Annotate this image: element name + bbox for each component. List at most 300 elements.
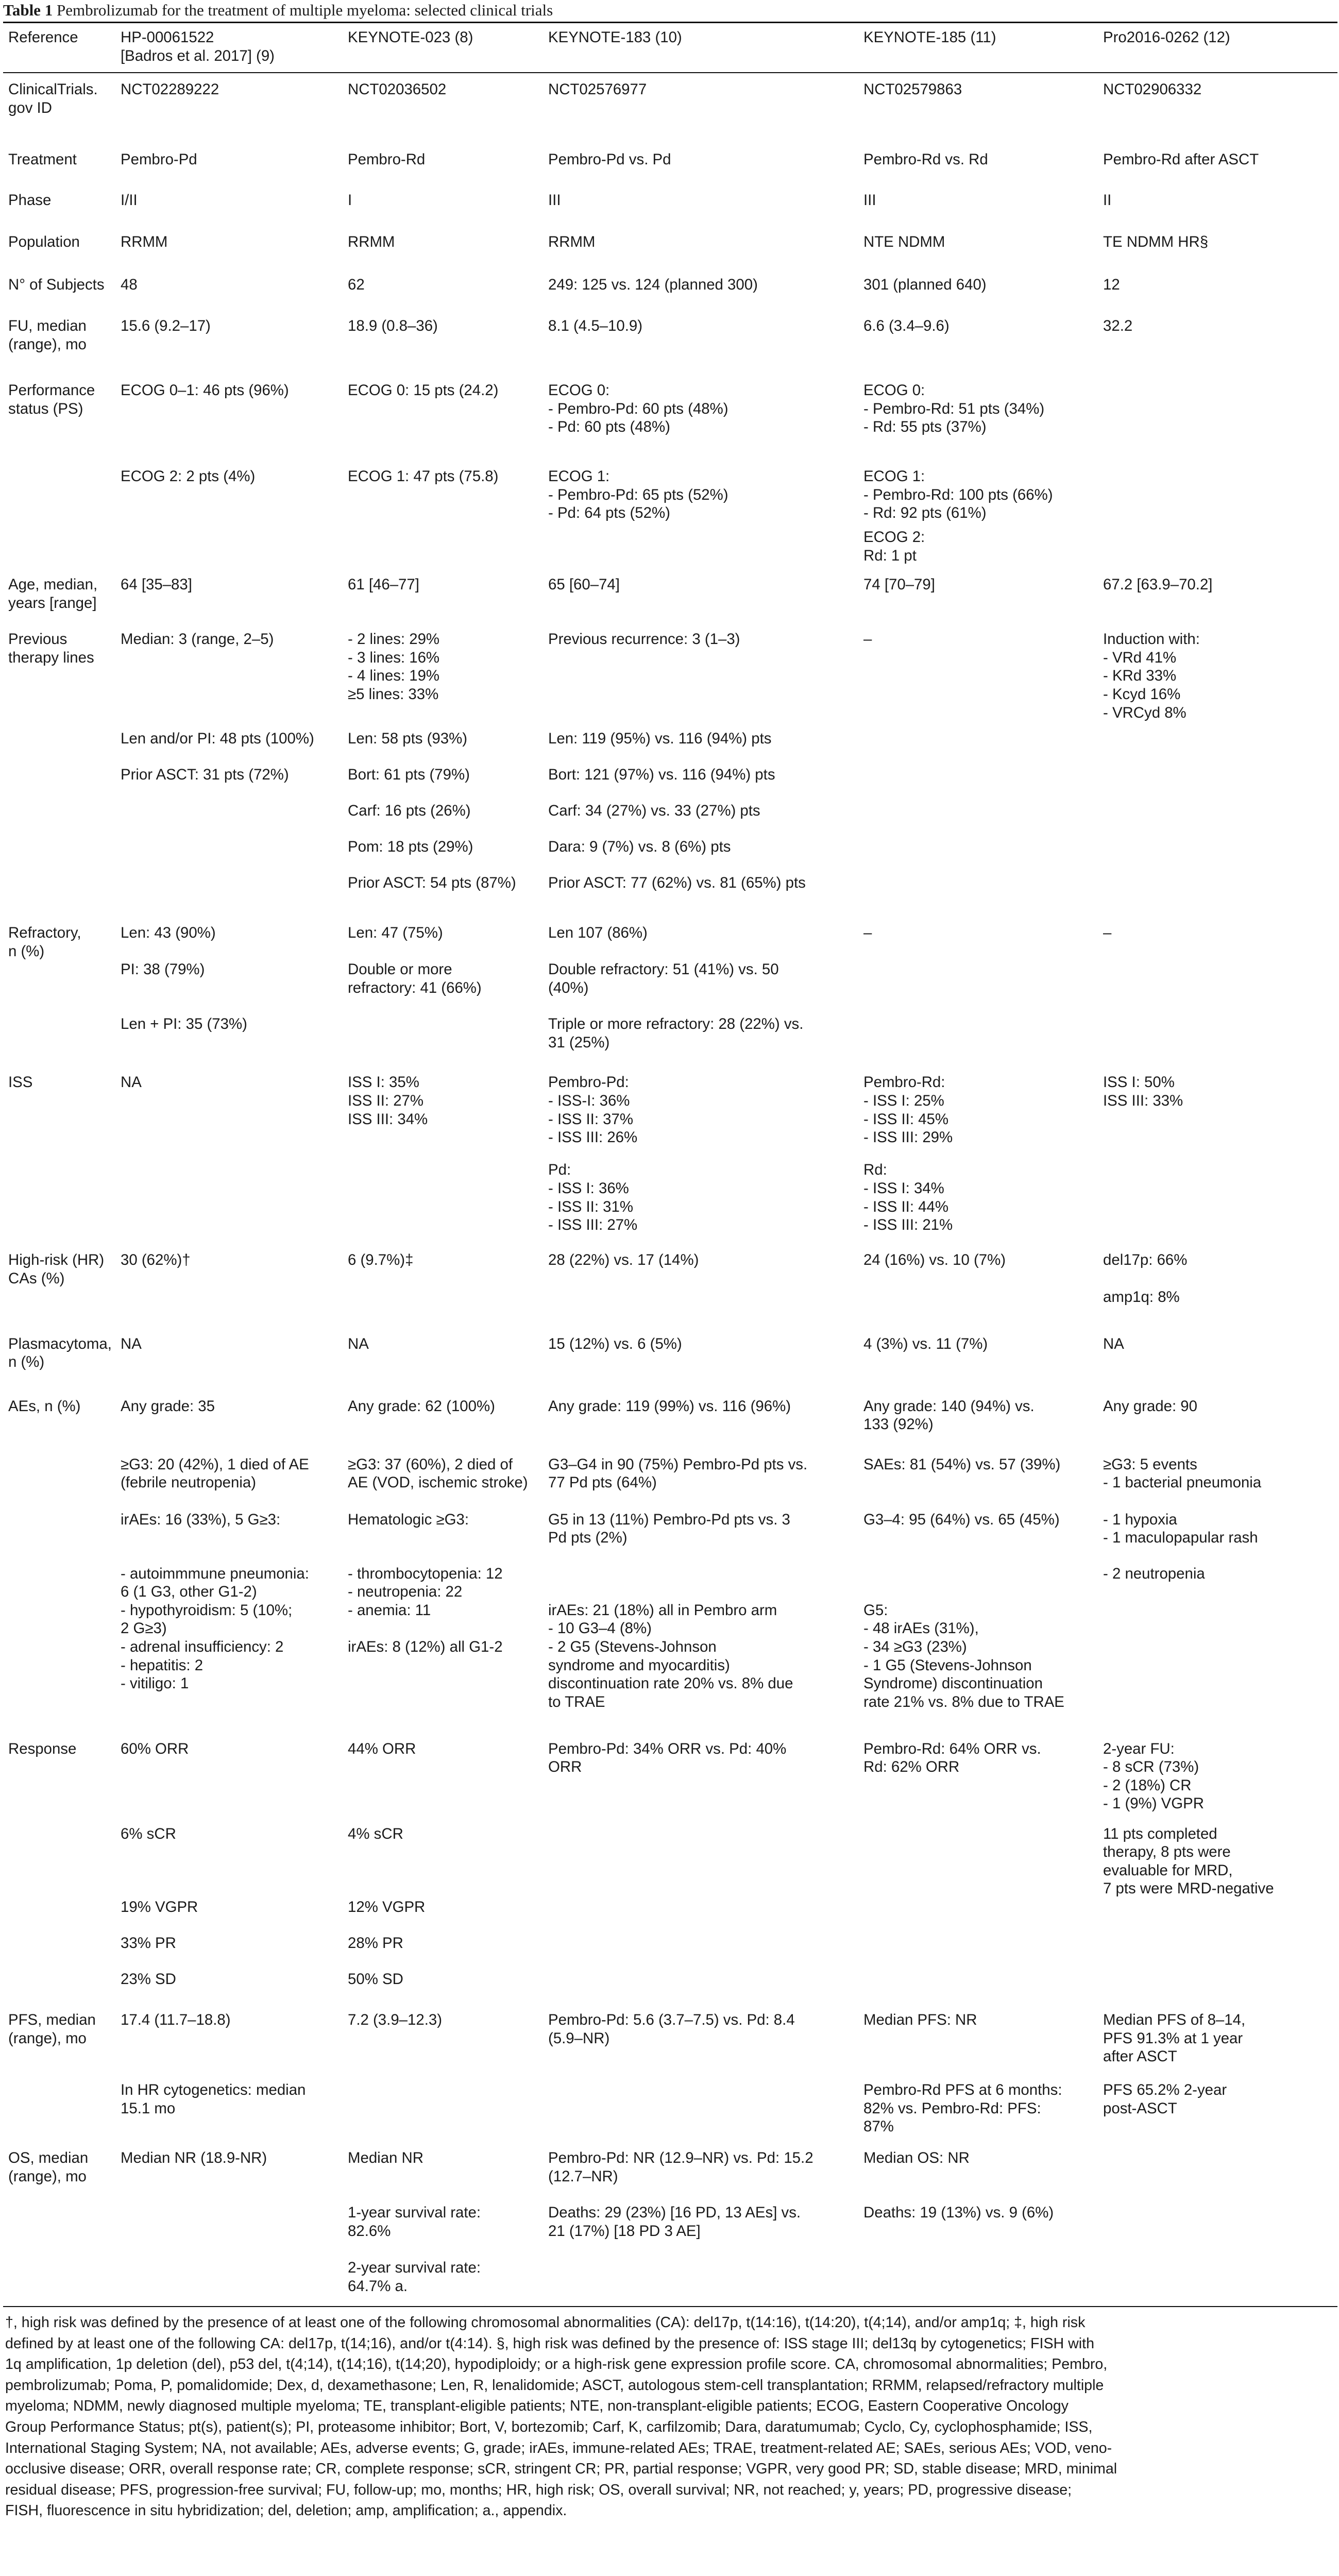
cell-line — [8, 1825, 110, 1843]
header-cell-keynote-185 — [858, 23, 1098, 73]
data-cell-hp-00061522 — [115, 381, 343, 467]
cell-line — [548, 1288, 853, 1307]
data-cell-keynote-183 — [543, 874, 858, 924]
data-cell-pro2016-0262 — [1098, 1161, 1337, 1251]
cell-line — [8, 802, 110, 820]
cell-line: (5.9–NR) — [548, 2029, 610, 2047]
data-cell-hp-00061522 — [115, 1934, 343, 1970]
data-cell-keynote-185 — [858, 630, 1098, 730]
data-cell-keynote-185 — [858, 960, 1098, 1015]
row-label-cell — [3, 1251, 115, 1287]
cell-line: 44% ORR — [348, 1740, 416, 1757]
cell-line: 4 (3%) vs. 11 (7%) — [863, 1335, 988, 1352]
data-cell-pro2016-0262 — [1098, 730, 1337, 766]
data-cell-keynote-185 — [858, 1740, 1098, 1825]
cell-line: 6 (9.7%)‡ — [348, 1251, 414, 1269]
cell-line — [863, 1934, 1093, 1953]
cell-line: 7 pts were MRD-negative — [1103, 1880, 1274, 1897]
cell-line: NCT02906332 — [1103, 81, 1202, 98]
cell-line: Pom: 18 pts (29%) — [348, 838, 473, 856]
data-cell-keynote-185 — [858, 1970, 1098, 2011]
cell-line: HP-00061522 — [121, 29, 214, 46]
cell-line: Rd: 62% ORR — [863, 1758, 960, 1776]
cell-line: Len: 43 (90%) — [121, 924, 216, 942]
cell-line — [8, 1565, 110, 1583]
cell-line: n (%) — [8, 942, 45, 960]
cell-line: refractory: 41 (66%) — [348, 979, 482, 996]
data-cell-hp-00061522 — [115, 528, 343, 575]
cell-line — [863, 1015, 1093, 1033]
cell-line: Median NR — [348, 2149, 424, 2166]
row-label-cell — [3, 381, 115, 467]
cell-line — [121, 874, 337, 892]
cell-line — [1103, 1970, 1332, 1989]
row-label-cell — [3, 960, 115, 1015]
cell-line — [863, 960, 1093, 979]
cell-line: irAEs: 8 (12%) all G1-2 — [348, 1638, 503, 1655]
cell-line: OS, median — [8, 2149, 89, 2166]
cell-line: - 2 lines: 29% — [348, 631, 440, 648]
cell-line: PFS, median — [8, 2011, 96, 2028]
data-cell-keynote-183 — [543, 1455, 858, 1511]
table-row — [3, 233, 1337, 276]
cell-line: - ISS II: 37% — [548, 1110, 633, 1128]
cell-line: Phase — [8, 192, 52, 209]
data-cell-keynote-183 — [543, 1740, 858, 1825]
row-label-cell — [3, 1335, 115, 1397]
data-cell-keynote-183 — [543, 2081, 858, 2149]
data-cell-keynote-183 — [543, 1288, 858, 1335]
row-label-cell — [3, 191, 115, 233]
cell-line: G5 in 13 (11%) Pembro-Pd pts vs. 3 — [548, 1511, 790, 1528]
data-cell-keynote-183 — [543, 2259, 858, 2306]
data-cell-pro2016-0262 — [1098, 1073, 1337, 1161]
data-cell-keynote-185 — [858, 467, 1098, 528]
cell-line: ISS II: 27% — [348, 1092, 424, 1109]
cell-line: 60% ORR — [121, 1740, 189, 1757]
cell-line: High-risk (HR) — [8, 1251, 105, 1269]
cell-line: Pembro-Pd: NR (12.9–NR) vs. Pd: 15.2 — [548, 2149, 813, 2166]
cell-line: Deaths: 19 (13%) vs. 9 (6%) — [863, 2204, 1054, 2221]
cell-line — [121, 2204, 337, 2222]
document-page — [3, 0, 1337, 2521]
data-cell-keynote-183 — [543, 1934, 858, 1970]
cell-line: Pembro-Pd: 34% ORR vs. Pd: 40% — [548, 1740, 787, 1757]
table-row — [3, 1073, 1337, 1161]
data-cell-hp-00061522 — [115, 1970, 343, 2011]
row-label-cell — [3, 1565, 115, 1740]
row-label-cell — [3, 1288, 115, 1335]
footnote-line: occlusive disease; ORR, overall response rate; CR, complete response; sCR, stringent CR; PR, partial response; VGPR, very good PR; SD, stable disease; MRD, minimal — [5, 2461, 1117, 2478]
table-row — [3, 191, 1337, 233]
data-cell-keynote-185 — [858, 802, 1098, 838]
header-cell-pro2016-0262 — [1098, 23, 1337, 73]
cell-line: Len 107 (86%) — [548, 924, 648, 942]
cell-line — [121, 1161, 337, 1179]
cell-line — [121, 528, 337, 547]
cell-line: 48 — [121, 276, 138, 294]
cell-line: ECOG 2: — [863, 529, 925, 546]
cell-line: years [range] — [8, 594, 97, 612]
row-label-cell — [3, 317, 115, 381]
row-label-cell — [3, 802, 115, 838]
header-cell-keynote-183 — [543, 23, 858, 73]
cell-line — [1103, 1898, 1332, 1917]
cell-line: - Pembro-Rd: 51 pts (34%) — [863, 400, 1045, 417]
cell-line: evaluable for MRD, — [1103, 1861, 1233, 1879]
cell-line: ECOG 2: 2 pts (4%) — [121, 468, 256, 485]
data-cell-pro2016-0262 — [1098, 2259, 1337, 2306]
data-cell-keynote-183 — [543, 2204, 858, 2259]
cell-line: Prior ASCT: 77 (62%) vs. 81 (65%) pts — [548, 874, 806, 892]
data-cell-keynote-183 — [543, 1015, 858, 1073]
cell-line: - 48 irAEs (31%), — [863, 1620, 979, 1637]
cell-line: discontinuation rate 20% vs. 8% due — [548, 1675, 793, 1692]
data-cell-pro2016-0262 — [1098, 1970, 1337, 2011]
table-row — [3, 2259, 1337, 2306]
footnote-line: pembrolizumab; Poma, P, pomalidomide; Dex, d, dexamethasone; Len, R, lenalidomide; ASCT, autologous stem-cell transplantation; RRMM, relapsed/refractory multiple — [5, 2377, 1104, 2394]
data-cell-hp-00061522 — [115, 1335, 343, 1397]
cell-line: 18.9 (0.8–36) — [348, 317, 438, 335]
cell-line: 17.4 (11.7–18.8) — [121, 2011, 231, 2028]
cell-line: CAs (%) — [8, 1269, 65, 1287]
data-cell-hp-00061522 — [115, 730, 343, 766]
row-label-cell — [3, 2011, 115, 2081]
data-cell-hp-00061522 — [115, 1288, 343, 1335]
cell-line: - Pembro-Pd: 65 pts (52%) — [548, 486, 728, 503]
data-cell-keynote-185 — [858, 1251, 1098, 1287]
table-header-row — [3, 23, 1337, 73]
data-cell-hp-00061522 — [115, 2011, 343, 2081]
data-cell-hp-00061522 — [115, 191, 343, 233]
data-cell-keynote-023 — [343, 1740, 543, 1825]
table-row — [3, 1251, 1337, 1287]
data-cell-hp-00061522 — [115, 960, 343, 1015]
table-row — [3, 1970, 1337, 2011]
cell-line: ORR — [548, 1758, 582, 1776]
cell-line: Rd: — [863, 1161, 887, 1179]
cell-line: Prior ASCT: 31 pts (72%) — [121, 766, 289, 784]
cell-line: Pembro-Rd: — [863, 1074, 945, 1091]
data-cell-keynote-023 — [343, 1251, 543, 1287]
cell-line: ISS III: 33% — [1103, 1092, 1183, 1109]
cell-line: Pembro-Rd — [348, 151, 426, 168]
cell-line: n (%) — [8, 1353, 45, 1371]
cell-line — [8, 960, 110, 979]
cell-line — [8, 730, 110, 748]
cell-line: Double refractory: 51 (41%) vs. 50 — [548, 961, 779, 978]
cell-line: NA — [121, 1074, 142, 1091]
cell-line: 87% — [863, 2118, 894, 2136]
cell-line: - VRd 41% — [1103, 649, 1177, 666]
data-cell-pro2016-0262 — [1098, 838, 1337, 874]
cell-line — [121, 2259, 337, 2277]
data-cell-keynote-023 — [343, 276, 543, 317]
cell-line — [8, 2259, 110, 2277]
cell-line — [548, 1565, 853, 1583]
table-row — [3, 1288, 1337, 1335]
footnote-line: Group Performance Status; pt(s), patient(s); PI, proteasome inhibitor; Bort, V, bortezomib; Carf, K, carfilzomib; Dara, daratumumab; Cyclo, Cy, cyclophosphamide; ISS, — [5, 2418, 1093, 2435]
cell-line: Previous — [8, 631, 67, 648]
table-row — [3, 150, 1337, 191]
cell-line: ISS III: 34% — [348, 1110, 428, 1128]
cell-line — [863, 838, 1093, 856]
table-row — [3, 960, 1337, 1015]
data-cell-keynote-185 — [858, 1565, 1098, 1740]
cell-line: 1-year survival rate: — [348, 2204, 481, 2221]
data-cell-hp-00061522 — [115, 2081, 343, 2149]
cell-line: TE NDMM HR§ — [1103, 233, 1209, 251]
cell-line: 50% SD — [348, 1970, 403, 1988]
cell-line: NA — [1103, 1335, 1124, 1352]
cell-line: Dara: 9 (7%) vs. 8 (6%) pts — [548, 838, 731, 856]
data-cell-keynote-185 — [858, 191, 1098, 233]
data-cell-keynote-185 — [858, 150, 1098, 191]
cell-line: post-ASCT — [1103, 2099, 1177, 2117]
cell-line — [8, 1015, 110, 1033]
data-cell-pro2016-0262 — [1098, 2149, 1337, 2204]
cell-line: 77 Pd pts (64%) — [548, 1474, 657, 1492]
data-cell-keynote-185 — [858, 1397, 1098, 1455]
cell-line — [8, 467, 110, 486]
cell-line: - 2 G5 (Stevens-Johnson — [548, 1638, 717, 1655]
cell-line: NA — [348, 1335, 369, 1352]
cell-line — [548, 1583, 853, 1601]
cell-line: 12% VGPR — [348, 1898, 426, 1916]
cell-line — [1103, 838, 1332, 856]
data-cell-keynote-023 — [343, 73, 543, 150]
data-cell-keynote-183 — [543, 766, 858, 802]
data-cell-pro2016-0262 — [1098, 1335, 1337, 1397]
data-cell-pro2016-0262 — [1098, 1455, 1337, 1511]
cell-line: Hematologic ≥G3: — [348, 1511, 469, 1528]
row-label-cell — [3, 2149, 115, 2204]
data-cell-keynote-185 — [858, 766, 1098, 802]
footnote-line: myeloma; NDMM, newly diagnosed multiple myeloma; TE, transplant-eligible patients; NTE, non-transplant-eligible patients; ECOG, Eastern Cooperative Oncology — [5, 2398, 1069, 2415]
cell-line — [121, 1288, 337, 1307]
data-cell-hp-00061522 — [115, 2259, 343, 2306]
row-label-cell — [3, 1825, 115, 1898]
table-row — [3, 1934, 1337, 1970]
data-cell-keynote-023 — [343, 1970, 543, 2011]
data-cell-keynote-023 — [343, 528, 543, 575]
table-row — [3, 766, 1337, 802]
cell-line — [548, 528, 853, 547]
data-cell-keynote-023 — [343, 467, 543, 528]
table-footnote — [3, 2307, 1337, 2521]
cell-line: Median NR (18.9-NR) — [121, 2149, 267, 2166]
data-cell-keynote-183 — [543, 960, 858, 1015]
cell-line — [1103, 467, 1332, 486]
data-cell-hp-00061522 — [115, 2204, 343, 2259]
data-cell-keynote-183 — [543, 1825, 858, 1898]
cell-line: 6 (1 G3, other G1-2) — [121, 1583, 257, 1601]
table-caption-text: Pembrolizumab for the treatment of multiple myeloma: selected clinical trials — [56, 1, 553, 19]
data-cell-pro2016-0262 — [1098, 1934, 1337, 1970]
cell-line: - 1 maculopapular rash — [1103, 1529, 1258, 1547]
cell-line: Previous recurrence: 3 (1–3) — [548, 631, 740, 648]
cell-line: - vitiligo: 1 — [121, 1675, 189, 1692]
data-cell-keynote-023 — [343, 1455, 543, 1511]
cell-line — [1103, 528, 1332, 547]
table-row — [3, 2149, 1337, 2204]
cell-line: (12.7–NR) — [548, 2167, 618, 2185]
row-label-cell — [3, 838, 115, 874]
data-cell-keynote-023 — [343, 1288, 543, 1335]
cell-line: 15.6 (9.2–17) — [121, 317, 211, 335]
row-label-cell — [3, 1397, 115, 1455]
table-row — [3, 528, 1337, 575]
cell-line: 64.7% a. — [348, 2277, 408, 2295]
data-cell-pro2016-0262 — [1098, 1397, 1337, 1455]
header-cell-keynote-023 — [343, 23, 543, 73]
cell-line: ISS I: 35% — [348, 1074, 419, 1091]
cell-line: G3–4: 95 (64%) vs. 65 (45%) — [863, 1511, 1060, 1528]
cell-line: – — [1103, 924, 1112, 942]
cell-line: syndrome and myocarditis) — [548, 1656, 730, 1674]
data-cell-keynote-183 — [543, 381, 858, 467]
cell-line: 62 — [348, 276, 365, 294]
data-cell-keynote-023 — [343, 191, 543, 233]
cell-line: Any grade: 62 (100%) — [348, 1397, 495, 1415]
cell-line: NTE NDMM — [863, 233, 945, 251]
data-cell-pro2016-0262 — [1098, 2011, 1337, 2081]
cell-line: - Pembro-Rd: 100 pts (66%) — [863, 486, 1053, 503]
cell-line: Len + PI: 35 (73%) — [121, 1015, 247, 1033]
cell-line: Triple or more refractory: 28 (22%) vs. — [548, 1015, 804, 1033]
table-row — [3, 1740, 1337, 1825]
data-cell-hp-00061522 — [115, 630, 343, 730]
data-cell-keynote-023 — [343, 575, 543, 630]
cell-line: - hypothyroidism: 5 (10%; — [121, 1601, 293, 1619]
cell-line: amp1q: 8% — [1103, 1288, 1180, 1306]
cell-line: PI: 38 (79%) — [121, 961, 205, 978]
cell-line — [863, 1583, 1093, 1601]
cell-line: – — [863, 631, 872, 648]
cell-line: after ASCT — [1103, 2048, 1177, 2065]
data-cell-keynote-183 — [543, 630, 858, 730]
data-cell-keynote-023 — [343, 150, 543, 191]
cell-line: ECOG 1: 47 pts (75.8) — [348, 468, 499, 485]
cell-line: NCT02036502 — [348, 81, 447, 98]
cell-line: II — [1103, 192, 1112, 209]
cell-line — [1103, 1934, 1332, 1953]
cell-line: - 1 hypoxia — [1103, 1511, 1177, 1528]
cell-line: ECOG 0–1: 46 pts (96%) — [121, 382, 289, 399]
cell-line: therapy lines — [8, 649, 94, 666]
cell-line — [1103, 2149, 1332, 2167]
cell-line: Len: 58 pts (93%) — [348, 730, 467, 748]
data-cell-hp-00061522 — [115, 874, 343, 924]
data-cell-keynote-023 — [343, 1511, 543, 1565]
data-cell-pro2016-0262 — [1098, 1511, 1337, 1565]
data-cell-pro2016-0262 — [1098, 924, 1337, 960]
table-row — [3, 381, 1337, 467]
data-cell-keynote-023 — [343, 1565, 543, 1740]
data-cell-keynote-185 — [858, 730, 1098, 766]
cell-line: - VRCyd 8% — [1103, 704, 1187, 721]
data-cell-keynote-185 — [858, 73, 1098, 150]
cell-line: 11 pts completed — [1103, 1825, 1217, 1842]
cell-line: Induction with: — [1103, 631, 1200, 648]
data-cell-keynote-185 — [858, 276, 1098, 317]
header-cell-hp-00061522 — [115, 23, 343, 73]
data-cell-hp-00061522 — [115, 467, 343, 528]
cell-line: - ISS I: 25% — [863, 1092, 944, 1109]
cell-line — [1103, 2204, 1332, 2222]
cell-line: (40%) — [548, 979, 589, 996]
cell-line — [548, 2259, 853, 2277]
data-cell-hp-00061522 — [115, 1161, 343, 1251]
cell-line: 7.2 (3.9–12.3) — [348, 2011, 443, 2028]
cell-line: - Pembro-Pd: 60 pts (48%) — [548, 400, 728, 417]
data-cell-pro2016-0262 — [1098, 528, 1337, 575]
cell-line — [863, 2259, 1093, 2277]
data-cell-hp-00061522 — [115, 1511, 343, 1565]
data-cell-pro2016-0262 — [1098, 73, 1337, 150]
data-cell-keynote-023 — [343, 2204, 543, 2259]
data-cell-pro2016-0262 — [1098, 191, 1337, 233]
cell-line: III — [863, 192, 876, 209]
cell-line: AEs, n (%) — [8, 1397, 81, 1415]
cell-line: (range), mo — [8, 2167, 87, 2185]
cell-line: Len: 47 (75%) — [348, 924, 443, 942]
cell-line: FU, median — [8, 317, 87, 335]
cell-line: - ISS I: 36% — [548, 1179, 629, 1197]
data-cell-keynote-023 — [343, 1898, 543, 1934]
cell-line: 15 (12%) vs. 6 (5%) — [548, 1335, 682, 1352]
data-cell-keynote-023 — [343, 766, 543, 802]
data-cell-keynote-183 — [543, 191, 858, 233]
data-cell-keynote-183 — [543, 467, 858, 528]
data-cell-keynote-183 — [543, 1073, 858, 1161]
footnote-line: defined by at least one of the following CA: del17p, t(14;16), and/or t(4:14). §, high risk was defined by the presence of: ISS stage III; del13q by cytogenetics; FISH with — [5, 2335, 1094, 2352]
cell-line: Pro2016-0262 (12) — [1103, 29, 1230, 46]
data-cell-hp-00061522 — [115, 1898, 343, 1934]
cell-line: Age, median, — [8, 576, 98, 594]
row-label-cell — [3, 233, 115, 276]
data-cell-hp-00061522 — [115, 2149, 343, 2204]
cell-line: 301 (planned 640) — [863, 276, 987, 294]
data-cell-pro2016-0262 — [1098, 1015, 1337, 1073]
data-cell-keynote-185 — [858, 838, 1098, 874]
table-row — [3, 630, 1337, 730]
cell-line: 6.6 (3.4–9.6) — [863, 317, 950, 335]
row-label-cell — [3, 1161, 115, 1251]
cell-line: Pembro-Pd: — [548, 1074, 629, 1091]
data-cell-pro2016-0262 — [1098, 150, 1337, 191]
data-cell-keynote-185 — [858, 381, 1098, 467]
cell-line — [863, 730, 1093, 748]
data-cell-keynote-185 — [858, 233, 1098, 276]
cell-line: Pd pts (2%) — [548, 1529, 628, 1547]
data-cell-pro2016-0262 — [1098, 1251, 1337, 1287]
cell-line: Len and/or PI: 48 pts (100%) — [121, 730, 314, 748]
cell-line: 21 (17%) [18 PD 3 AE] — [548, 2222, 701, 2240]
cell-line: irAEs: 21 (18%) all in Pembro arm — [548, 1601, 777, 1619]
cell-line: Median OS: NR — [863, 2149, 970, 2166]
cell-line: G5: — [863, 1601, 888, 1619]
data-cell-keynote-185 — [858, 1288, 1098, 1335]
cell-line: - Kcyd 16% — [1103, 685, 1181, 703]
row-label-cell — [3, 2081, 115, 2149]
data-cell-keynote-023 — [343, 1825, 543, 1898]
cell-line: 74 [70–79] — [863, 576, 935, 594]
cell-line: - adrenal insufficiency: 2 — [121, 1638, 284, 1655]
data-cell-keynote-023 — [343, 317, 543, 381]
cell-line — [863, 1898, 1093, 1917]
cell-line: I — [348, 192, 352, 209]
